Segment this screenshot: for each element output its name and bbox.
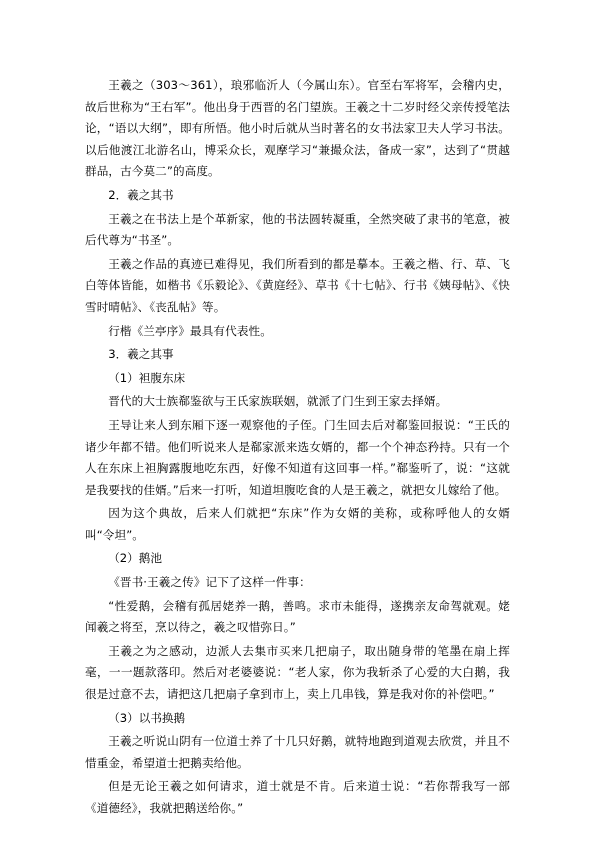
paragraph-lanting: 行楷《兰亭序》最具有代表性。 [108,323,272,338]
paragraph-marriage: 晋代的大士族郗鉴欲与王氏家族联姻，就派了门生到王家去择婿。 [108,394,448,409]
paragraph-biography: 王羲之（303～361），琅邪临沂人（今属山东）。官至右军将军，会稽内史，故后世称为“王右军”。他出身于西晋的名门望族。王羲之十二岁时经父亲传授笔法论，“语以大纲”，即有所悟。他小时后就从当时著名的女书法家卫夫人学习书法。以后他渡江北游名山，博采众长，观摩学习“兼撮众法，备成一家”，达到了“贯越群品，古今莫二”的高度。 [85,78,510,179]
section-heading-stories: 3．羲之其事 [108,347,174,362]
paragraph-works: 王羲之作品的真迹已难得见，我们所看到的都是摹本。王羲之楷、行、草、飞白等体皆能，如楷书《乐毅论》、《黄庭经》、草书《十七帖》、行书《姨母帖》、《快雪时晴帖》、《丧乱帖》等。 [85,256,510,314]
paragraph-jinshu: 《晋书·王羲之传》记下了这样一件事： [108,575,311,590]
paragraph-innovator: 王羲之在书法上是个革新家，他的书法圆转凝重，全然突破了隶书的笔意，被后代尊为“书圣”。 [85,211,510,248]
paragraph-taoist: 王羲之听说山阴有一位道士养了十几只好鹅，就特地跑到道观去欣赏，并且不惜重金，希望道士把鹅卖给他。 [85,734,510,770]
subheading-goose-trade: （3）以书换鹅 [108,710,186,725]
paragraph-lingtan: 因为这个典故，后来人们就把“东床”作为女婿的美称，或称呼他人的女婿叫“令坦”。 [85,506,510,542]
subheading-dongchuang: （1）袒腹东床 [108,370,186,385]
section-heading-calligraphy: 2．羲之其书 [108,187,174,202]
paragraph-wangdao: 王导让来人到东厢下逐一观察他的子侄。门生回去后对郗鉴回报说：“王氏的诸少年都不错。他们听说来人是郗家派来选女婿的，都一个个神态矜持。只有一个人在东床上袒胸露腹地吃东西，好像不知道有这回事一样。”郗鉴听了，说：“这就是我要找的佳婿。”后来一打听，知道坦腹吃食的人是王羲之，就把女儿嫁给了他。 [85,417,510,497]
document-page [85,75,510,822]
paragraph-fans: 王羲之为之感动，边派人去集市买来几把扇子，取出随身带的笔墨在扇上挥毫，一一题款落印。然后对老婆婆说：“老人家，你为我斩杀了心爱的大白鹅，我很是过意不去，请把这几把扇子拿到市上，卖上几串钱，算是我对你的补偿吧。” [85,643,510,702]
subheading-echi: （2）鹅池 [108,551,162,566]
paragraph-daodejing: 但是无论王羲之如何请求，道士就是不肯。后来道士说：“若你帮我写一部《道德经》，我就把鹅送给你。” [85,779,510,815]
paragraph-quote-goose: “性爱鹅，会稽有孤居姥养一鹅，善鸣。求市未能得，遂携亲友命驾就观。姥闻羲之将至，烹以待之，羲之叹惜弥日。” [85,598,510,635]
